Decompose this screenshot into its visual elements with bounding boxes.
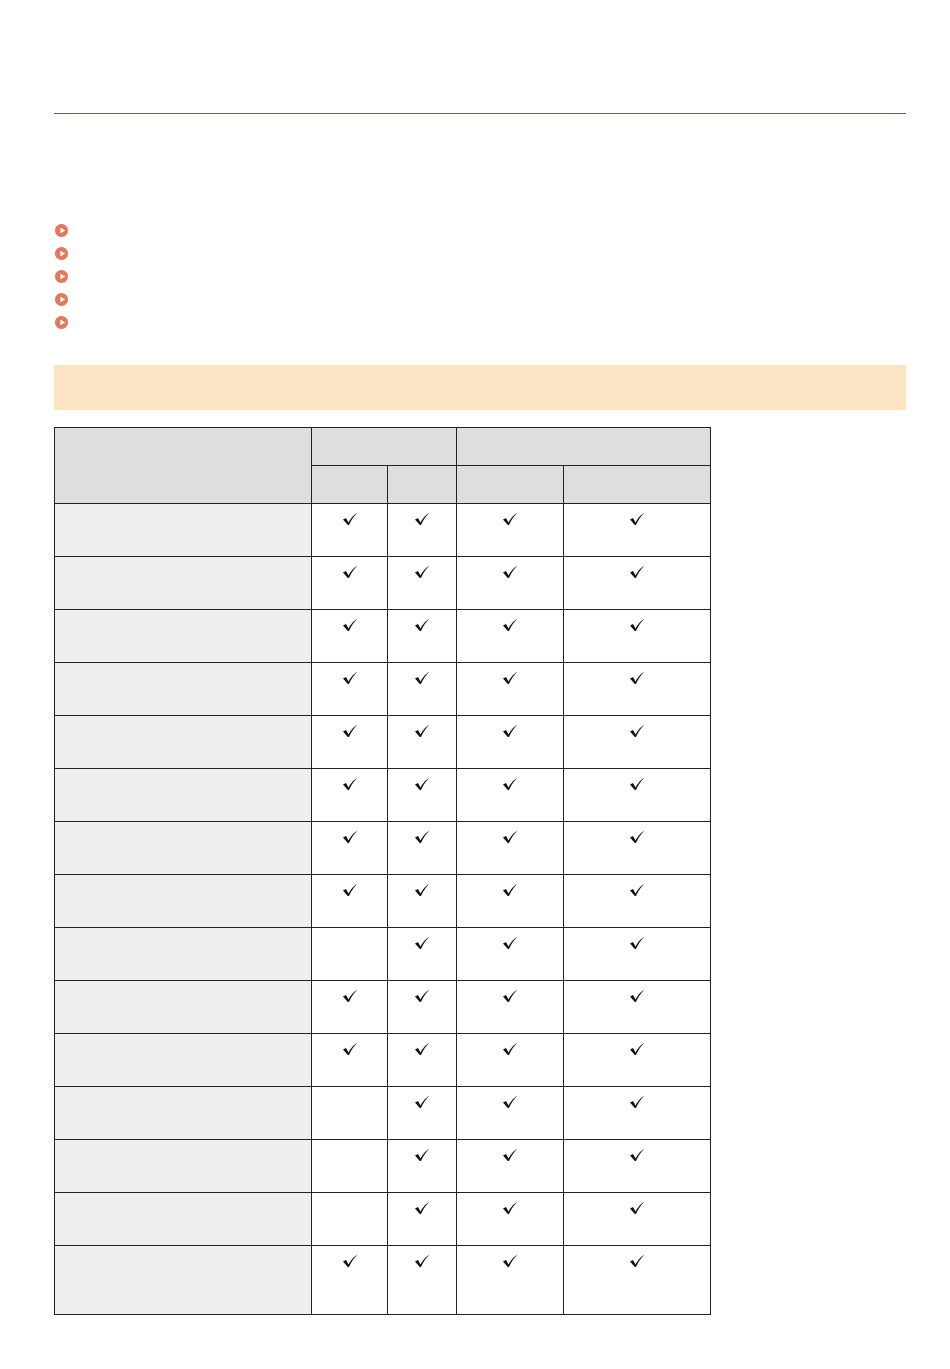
support-cell-2 — [388, 1193, 457, 1246]
support-cell-2 — [388, 716, 457, 769]
feature-label — [55, 769, 312, 822]
check-mark-icon — [502, 1095, 518, 1109]
check-mark-icon — [629, 671, 645, 685]
support-cell-2 — [388, 822, 457, 875]
feature-label — [55, 981, 312, 1034]
check-mark-icon — [414, 777, 430, 791]
check-mark-icon — [414, 565, 430, 579]
check-mark-icon — [414, 1148, 430, 1162]
check-mark-icon — [342, 989, 358, 1003]
section-link-4[interactable] — [55, 288, 76, 311]
feature-label — [55, 557, 312, 610]
support-cell-4 — [564, 981, 711, 1034]
check-mark-icon — [629, 512, 645, 526]
section-link-1[interactable] — [55, 219, 76, 242]
check-mark-icon — [414, 671, 430, 685]
support-cell-1 — [312, 981, 388, 1034]
support-cell-2 — [388, 875, 457, 928]
support-cell-3 — [457, 557, 564, 610]
support-cell-2 — [388, 1246, 457, 1315]
check-mark-icon — [502, 777, 518, 791]
support-cell-4 — [564, 716, 711, 769]
check-mark-icon — [414, 936, 430, 950]
support-cell-3 — [457, 1140, 564, 1193]
check-mark-icon — [502, 989, 518, 1003]
support-cell-4 — [564, 1140, 711, 1193]
group-header-1 — [312, 428, 457, 466]
check-mark-icon — [629, 936, 645, 950]
support-cell-3 — [457, 928, 564, 981]
support-cell-2 — [388, 1034, 457, 1087]
section-link-3[interactable] — [55, 265, 76, 288]
support-cell-3 — [457, 1246, 564, 1315]
feature-label — [55, 1140, 312, 1193]
section-heading — [54, 365, 906, 389]
support-cell-3 — [457, 663, 564, 716]
check-mark-icon — [502, 724, 518, 738]
support-cell-3 — [457, 610, 564, 663]
table-row — [55, 822, 711, 875]
check-mark-icon — [502, 671, 518, 685]
support-cell-2 — [388, 504, 457, 557]
check-mark-icon — [414, 883, 430, 897]
check-mark-icon — [502, 618, 518, 632]
check-mark-icon — [629, 1095, 645, 1109]
support-cell-2 — [388, 769, 457, 822]
support-cell-1 — [312, 1193, 388, 1246]
support-cell-3 — [457, 1034, 564, 1087]
support-cell-4 — [564, 504, 711, 557]
feature-label — [55, 1193, 312, 1246]
support-cell-3 — [457, 875, 564, 928]
check-mark-icon — [414, 512, 430, 526]
feature-label — [55, 610, 312, 663]
support-cell-1 — [312, 875, 388, 928]
circle-arrow-icon — [55, 247, 68, 260]
sub-header-2 — [388, 466, 457, 504]
check-mark-icon — [502, 1201, 518, 1215]
table-row — [55, 663, 711, 716]
compatibility-table — [54, 427, 711, 1315]
check-mark-icon — [629, 565, 645, 579]
support-cell-4 — [564, 663, 711, 716]
check-mark-icon — [342, 671, 358, 685]
support-cell-2 — [388, 1087, 457, 1140]
support-cell-1 — [312, 1246, 388, 1315]
circle-arrow-icon — [55, 316, 68, 329]
table-row — [55, 1087, 711, 1140]
support-cell-3 — [457, 769, 564, 822]
check-mark-icon — [502, 883, 518, 897]
check-mark-icon — [414, 618, 430, 632]
section-heading-band — [54, 365, 906, 410]
check-mark-icon — [629, 989, 645, 1003]
support-cell-1 — [312, 1087, 388, 1140]
table-row — [55, 1140, 711, 1193]
support-cell-1 — [312, 610, 388, 663]
check-mark-icon — [502, 1148, 518, 1162]
feature-label — [55, 663, 312, 716]
support-cell-2 — [388, 610, 457, 663]
table-row — [55, 1193, 711, 1246]
support-cell-4 — [564, 1087, 711, 1140]
feature-label — [55, 1246, 312, 1315]
check-mark-icon — [342, 1042, 358, 1056]
sub-header-3 — [457, 466, 564, 504]
support-cell-2 — [388, 663, 457, 716]
check-mark-icon — [629, 1148, 645, 1162]
check-mark-icon — [414, 724, 430, 738]
support-cell-4 — [564, 1034, 711, 1087]
feature-label — [55, 822, 312, 875]
table-row — [55, 716, 711, 769]
check-mark-icon — [629, 830, 645, 844]
check-mark-icon — [414, 1095, 430, 1109]
support-cell-1 — [312, 1140, 388, 1193]
support-cell-4 — [564, 822, 711, 875]
check-mark-icon — [502, 936, 518, 950]
support-cell-1 — [312, 716, 388, 769]
check-mark-icon — [629, 777, 645, 791]
title-divider — [54, 113, 906, 114]
support-cell-1 — [312, 557, 388, 610]
check-mark-icon — [629, 1042, 645, 1056]
check-mark-icon — [342, 883, 358, 897]
check-mark-icon — [629, 1201, 645, 1215]
support-cell-4 — [564, 557, 711, 610]
check-mark-icon — [502, 1042, 518, 1056]
circle-arrow-icon — [55, 270, 68, 283]
check-mark-icon — [629, 724, 645, 738]
check-mark-icon — [502, 565, 518, 579]
check-mark-icon — [414, 1201, 430, 1215]
sub-header-1 — [312, 466, 388, 504]
support-cell-3 — [457, 716, 564, 769]
check-mark-icon — [502, 1254, 518, 1268]
support-cell-2 — [388, 1140, 457, 1193]
support-cell-3 — [457, 822, 564, 875]
support-cell-4 — [564, 875, 711, 928]
check-mark-icon — [629, 1254, 645, 1268]
support-cell-3 — [457, 1087, 564, 1140]
support-cell-2 — [388, 557, 457, 610]
feature-column-header — [55, 428, 312, 504]
circle-arrow-icon — [55, 293, 68, 306]
feature-label — [55, 875, 312, 928]
support-cell-2 — [388, 981, 457, 1034]
table-row — [55, 504, 711, 557]
check-mark-icon — [629, 618, 645, 632]
support-cell-4 — [564, 928, 711, 981]
support-cell-2 — [388, 928, 457, 981]
section-link-list — [55, 219, 76, 334]
table-row — [55, 557, 711, 610]
support-cell-4 — [564, 1246, 711, 1315]
check-mark-icon — [414, 1254, 430, 1268]
check-mark-icon — [414, 989, 430, 1003]
feature-label — [55, 1087, 312, 1140]
feature-label — [55, 716, 312, 769]
circle-arrow-icon — [55, 224, 68, 237]
check-mark-icon — [629, 883, 645, 897]
table-row — [55, 928, 711, 981]
feature-label — [55, 928, 312, 981]
table-row — [55, 875, 711, 928]
support-cell-1 — [312, 504, 388, 557]
table-row — [55, 769, 711, 822]
check-mark-icon — [342, 618, 358, 632]
support-cell-3 — [457, 981, 564, 1034]
check-mark-icon — [342, 565, 358, 579]
support-cell-4 — [564, 610, 711, 663]
support-cell-1 — [312, 769, 388, 822]
check-mark-icon — [502, 830, 518, 844]
support-cell-4 — [564, 1193, 711, 1246]
support-cell-1 — [312, 822, 388, 875]
support-cell-1 — [312, 663, 388, 716]
sub-header-4 — [564, 466, 711, 504]
support-cell-3 — [457, 504, 564, 557]
feature-label — [55, 1034, 312, 1087]
check-mark-icon — [502, 512, 518, 526]
check-mark-icon — [414, 830, 430, 844]
support-cell-1 — [312, 928, 388, 981]
support-cell-1 — [312, 1034, 388, 1087]
check-mark-icon — [342, 777, 358, 791]
support-cell-3 — [457, 1193, 564, 1246]
check-mark-icon — [342, 830, 358, 844]
check-mark-icon — [342, 1254, 358, 1268]
check-mark-icon — [342, 724, 358, 738]
check-mark-icon — [342, 512, 358, 526]
section-link-2[interactable] — [55, 242, 76, 265]
table-row — [55, 610, 711, 663]
feature-label — [55, 504, 312, 557]
table-row — [55, 1246, 711, 1315]
table-row — [55, 1034, 711, 1087]
group-header-2 — [457, 428, 711, 466]
table-row — [55, 981, 711, 1034]
support-cell-4 — [564, 769, 711, 822]
section-link-5[interactable] — [55, 311, 76, 334]
check-mark-icon — [414, 1042, 430, 1056]
